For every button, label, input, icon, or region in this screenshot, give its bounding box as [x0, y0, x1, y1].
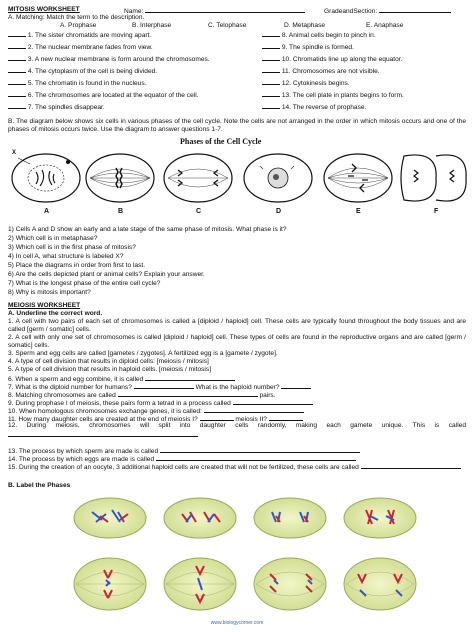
matching-text: 6. The chromosomes are located at the equator of the cell. [27, 92, 199, 99]
matching-text: 4. The cytoplasm of the cell is being divided. [27, 68, 158, 75]
choice-d: D. Metaphase [284, 22, 326, 29]
matching-text: 2. The nuclear membrane fades from view. [27, 44, 153, 51]
matching-text: 7. The spindles disappear. [27, 104, 105, 111]
cell-letter-e: E [356, 208, 361, 215]
item-8-text: 8. Matching chromosomes are called [8, 392, 116, 399]
item-7-blank-a[interactable] [134, 382, 194, 389]
matching-text: 9. The spindle is formed. [281, 44, 354, 51]
matching-item-5 [8, 78, 146, 88]
header-row [8, 6, 80, 14]
grade-blank[interactable] [379, 6, 451, 13]
matching-text: 10. Chromatids line up along the equator. [281, 56, 403, 63]
question-4: 4) In cell A, what structure is labeled X? [8, 253, 124, 260]
phase-cell-4 [344, 498, 416, 538]
item-12-text: 12. During meiosis, chromosomes will split into daughter cells randomly, making each gamete unique. This is called [8, 422, 466, 429]
item-13-blank[interactable] [160, 446, 360, 453]
choice-e: E. Anaphase [366, 22, 404, 29]
cell-c [164, 154, 232, 202]
footer-url[interactable]: www.biologycorner.com [210, 620, 264, 626]
matching-item-2 [8, 42, 153, 52]
meiosis-phases-diagram [70, 494, 420, 616]
choice-b: B. Interphase [132, 22, 172, 29]
meiosis-item-5: 5. A type of cell division that results in haploid cells. [meiosis / mitosis] [8, 366, 212, 373]
matching-blank[interactable] [8, 54, 26, 61]
item-8-blank[interactable] [118, 390, 258, 397]
cell-f [401, 155, 466, 201]
item-11-text: 11. How many daughter cells are created at the end of meiosis I? [8, 416, 198, 423]
matching-item-4 [8, 66, 157, 76]
matching-text: 1. The sister chromatids are moving apart. [27, 32, 152, 39]
phase-cell-2 [164, 498, 236, 538]
matching-item-8 [262, 30, 376, 40]
grade-label: GradeandSection: [324, 8, 378, 15]
matching-blank[interactable] [8, 66, 26, 73]
label-phases-title: B. Label the Phases [8, 482, 71, 489]
meiosis-instruction: A. Underline the correct word. [8, 310, 103, 317]
item-10-text: 10. When homologous chromosomes exchange genes, it is called: [8, 408, 202, 415]
item-13-text: 13. The process by which sperm are made is called [8, 448, 159, 455]
meiosis-item-15 [8, 462, 466, 472]
cell-letter-d: D [276, 208, 282, 215]
item-9-text: 9. During prophase I of meiosis, these pairs form a tetrad in a process called [8, 400, 231, 407]
question-3: 3) Which cell is in the first phase of mitosis? [8, 244, 136, 251]
cell-e [324, 154, 392, 202]
cell-letter-a: A [44, 208, 50, 215]
meiosis-title: MEIOSIS WORKSHEET [8, 302, 81, 309]
matching-blank[interactable] [8, 90, 26, 97]
item-10-blank[interactable] [204, 406, 304, 413]
diagram-instructions: B. The diagram below shows six cells in various phases of the cell cycle. Note the cells are not arranged in the order in which mitosis occurs and one of the phases of mitosis occurs twice. Use the diagram to answer questions 1-7. [8, 118, 466, 133]
matching-blank[interactable] [262, 66, 280, 73]
grade-field[interactable] [324, 6, 451, 16]
item-11-text-b: meiosis II? [235, 416, 267, 423]
diagram-title: Phases of the Cell Cycle [180, 137, 262, 146]
matching-item-13 [262, 90, 404, 100]
question-8: 8) Why is mitosis important? [8, 289, 91, 296]
matching-text: 5. The chromatin is found in the nucleus. [27, 80, 147, 87]
matching-item-3 [8, 54, 210, 64]
matching-item-14 [262, 102, 366, 112]
item-15-text: 15. During the creation of an oocyte, 3 additional haploid cells are created that will not be fertilized, these cells are called [8, 464, 359, 471]
matching-text: 11. Chromosomes are not visible. [281, 68, 380, 75]
matching-item-12 [262, 78, 350, 88]
item-7-blank-b[interactable] [281, 382, 311, 389]
phase-cell-5 [74, 558, 146, 610]
item-7-text: 7. What is the diploid number for humans? [8, 384, 132, 391]
item-12-blank[interactable] [8, 430, 198, 437]
cell-b [86, 154, 154, 202]
matching-text: 13. The cell plate in plants begins to form. [281, 92, 404, 99]
cell-letter-b: B [118, 208, 124, 215]
matching-item-6 [8, 90, 199, 100]
item-11-blank-b[interactable] [269, 414, 303, 421]
label-x: X [12, 150, 17, 156]
matching-instruction: A. Matching: Match the term to the description. [8, 14, 145, 21]
question-5: 5) Place the diagrams in order from first to last. [8, 262, 146, 269]
question-1: 1) Cells A and D show an early and a late stage of the same phase of mitosis. What phase is it? [8, 226, 287, 233]
question-7: 7) What is the longest phase of the entire cell cycle? [8, 280, 161, 287]
phase-cell-1 [74, 498, 146, 538]
worksheet-title: MITOSIS WORKSHEET [8, 6, 80, 13]
meiosis-item-12 [8, 422, 466, 440]
matching-blank[interactable] [8, 78, 26, 85]
item-14-blank[interactable] [156, 454, 356, 461]
choice-c: C. Telophase [208, 22, 247, 29]
matching-blank[interactable] [262, 30, 280, 37]
name-field[interactable] [124, 6, 305, 16]
name-blank[interactable] [145, 6, 305, 13]
matching-item-9 [262, 42, 354, 52]
item-15-blank[interactable] [361, 462, 461, 469]
name-label: Name: [124, 8, 144, 15]
matching-blank[interactable] [8, 30, 26, 37]
matching-text: 3. A new nuclear membrane is form around the chromosomes. [27, 56, 210, 63]
phase-cell-3 [254, 498, 326, 538]
matching-blank[interactable] [262, 78, 280, 85]
matching-blank[interactable] [8, 42, 26, 49]
item-7-text-b: What is the haploid number? [195, 384, 280, 391]
matching-text: 12. Cytokinesis begins. [281, 80, 350, 87]
phase-cell-6 [164, 558, 236, 610]
item-6-blank[interactable] [145, 374, 235, 381]
meiosis-item-2: 2. A cell with only one set of chromosomes is called [diploid / haploid] cell. These types of cells are found in the reproductive organs and are called [germ / somatic] cells. [8, 334, 466, 349]
cell-letter-f: F [434, 208, 439, 215]
meiosis-item-3: 3. Sperm and egg cells are called [gametes / zygotes]. A fertilized egg is a [gamete / zygote]. [8, 350, 278, 357]
question-6: 6) Are the cells depicted plant or animal cells? Explain your answer. [8, 271, 205, 278]
item-11-blank-a[interactable] [200, 414, 234, 421]
item-14-text: 14. The process by which eggs are made is called [8, 456, 155, 463]
cell-cycle-diagram [8, 146, 468, 212]
matching-blank[interactable] [262, 42, 280, 49]
matching-blank[interactable] [8, 102, 26, 109]
matching-text: 14. The reverse of prophase. [281, 104, 367, 111]
cell-d [244, 154, 312, 202]
question-2: 2) Which cell is in metaphase? [8, 235, 98, 242]
choice-a: A. Prophase [60, 22, 97, 29]
matching-blank[interactable] [262, 90, 280, 97]
matching-item-11 [262, 66, 380, 76]
meiosis-item-1: 1. A cell with two pairs of each set of chromosomes is called a [diploid / haploid] cell. These cells are typically found throughout the body tissues and are called [germ / somatic] cells. [8, 318, 466, 333]
matching-blank[interactable] [262, 54, 280, 61]
matching-item-7 [8, 102, 105, 112]
phase-cell-8 [344, 558, 416, 610]
item-6-text: 6. When a sperm and egg combine, it is called [8, 376, 144, 383]
matching-item-1 [8, 30, 151, 40]
matching-blank[interactable] [262, 102, 280, 109]
cell-letter-c: C [196, 208, 202, 215]
matching-item-10 [262, 54, 402, 64]
item-9-blank[interactable] [233, 398, 313, 405]
matching-text: 8. Animal cells begin to pinch in. [281, 32, 376, 39]
meiosis-item-4: 4. A type of cell division that results in diploid cells: [meiosis / mitosis] [8, 358, 209, 365]
item-8-text-b: pairs. [259, 392, 276, 399]
phase-cell-7 [254, 558, 326, 610]
cell-a [12, 154, 80, 202]
